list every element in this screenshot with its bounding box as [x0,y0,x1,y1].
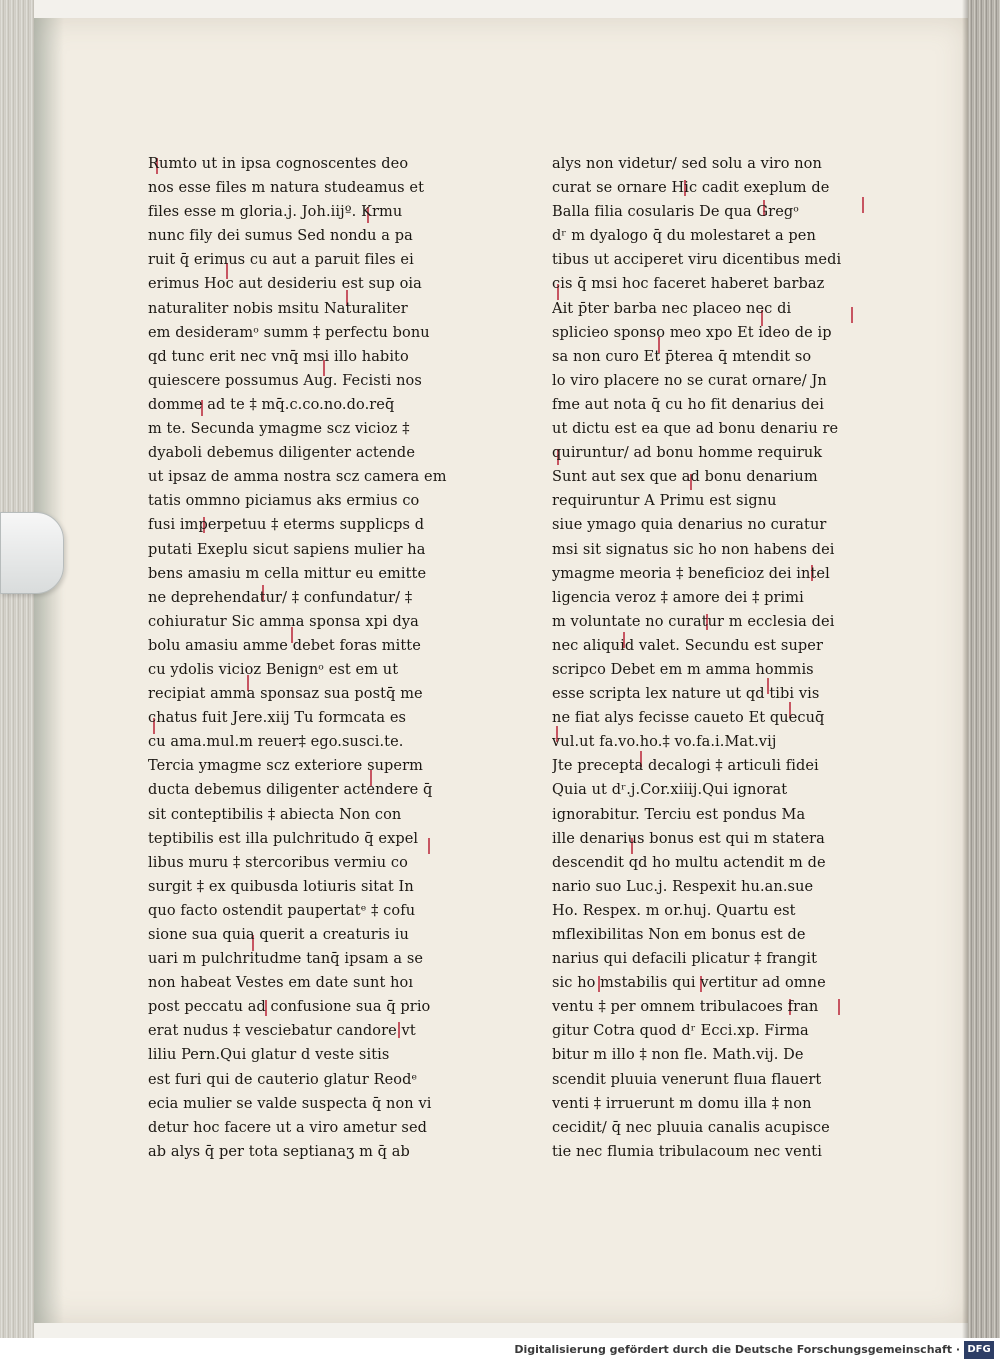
text-line: fme aut nota q̄ cu ho fit denarius dei [552,396,824,413]
text-line: quiruntur/ ad bonu homme requiruk [552,445,823,462]
text-line: nunc fily dei sumus Sed nondu a pa [148,228,413,245]
text-line: bens amasiu m cella mittur eu emitte [148,565,427,582]
text-line: splicieo sponso meo xpo Et ideo de ip [552,324,832,341]
text-line: scripco Debet em m amma hommis [552,661,814,678]
text-line: sit conteptibilis ‡ abiecta Non con [148,806,402,823]
text-line: Jte precepta decalogi ‡ articuli fidei [552,758,819,775]
text-line: domme ad te ‡ mq̄.c.co.no.do.req̄ [148,396,395,413]
text-line: mflexibilitas Non em bonus est de [552,927,806,943]
text-line: ignorabitur. Terciu est pondus Ma [552,806,806,823]
text-line: requiruntur A Primu est signu [552,493,777,510]
text-line: bolu amasiu amme debet foras mitte [148,637,421,654]
text-line: alys non videtur/ sed solu a viro non [552,156,822,172]
text-line: em desideramᵒ summ ‡ perfectu bonu [148,324,430,341]
text-column-right [552,152,872,1164]
text-line: est furi qui de cauterio glatur Reodᵉ [148,1071,418,1088]
text-line: scendit pluuia venerunt fluıa flauert [552,1071,822,1088]
text-line: Sunt aut sex que ad bonu denarium [552,469,818,486]
text-line: qd tunc erit nec vnq̄ msi illo habito [148,348,409,365]
text-line: ducta debemus diligenter actendere q̄ [148,782,433,799]
text-line: libus muru ‡ stercoribus vermiu co [148,854,408,871]
text-line: sa non curo Et p̄terea q̄ mtendit so [552,348,812,365]
text-line: Ait p̄ter barba nec placeo nec di [552,300,792,317]
text-line: uari m pulchritudme tanq̄ ipsam a se [148,951,424,968]
text-line: Tercia ymagme scz exteriore superm [148,758,423,775]
text-line: ab alys q̄ per tota septianaʒ m q̄ ab [148,1143,410,1160]
text-line: nec aliquid valet. Secundu est super [552,637,823,654]
text-line: ille denarius bonus est qui m statera [552,830,825,847]
page-edges-right [968,0,1000,1338]
text-line: dʳ m dyalogo q̄ du molestaret a pen [552,228,816,245]
text-line: chatus fuit Jere.xiij Tu formcata es [148,710,407,727]
text-line: cu ydolis vicioz Benignᵒ est em ut [148,661,399,678]
text-line: tatis ommno piciamus aks ermius co [148,493,420,510]
text-line: ecia mulier se valde suspecta q̄ non vi [148,1095,432,1112]
page-clip [0,512,64,594]
text-line: ne deprehendatur/ ‡ confundatur/ ‡ [148,589,413,606]
text-line: ut dictu est ea que ad bonu denariu re [552,421,839,438]
text-line: siue ymago quia denarius no curatur [552,517,827,534]
text-line: Balla filia cosularis De qua Gregᵒ [552,204,799,221]
text-line: files esse m gloria.j. Joh.iijº. Krmu [148,204,403,221]
text-line: dyaboli debemus diligenter actende [148,445,415,462]
text-line: esse scripta lex nature ut qd tibi vis [552,686,820,703]
text-line: ut ipsaz de amma nostra scz camera em [148,469,447,486]
text-line: ymagme meoria ‡ beneficioz dei intel [552,565,830,582]
text-line: non habeat Vestes em date sunt hoı [148,975,414,992]
text-line: cohiuratur Sic amma sponsa xpi dya [148,613,419,630]
text-line: m te. Secunda ymagme scz vicioz ‡ [148,421,410,438]
text-line: surgit ‡ ex quibusda lotiuris sitat In [148,878,414,895]
text-line: ligencia veroz ‡ amore dei ‡ primi [552,589,804,606]
footer-credit: Digitalisierung gefördert durch die Deutsche Forschungsgemeinschaft · [514,1343,960,1356]
text-line: cu ama.mul.m reuer‡ ego.susci.te. [148,734,404,751]
text-line: putati Exeplu sicut sapiens mulier ha [148,541,426,558]
text-line: lo viro placere no se curat ornare/ Jn [552,372,827,389]
text-line: fusi imperpetuu ‡ eterms supplicps d [148,517,425,534]
text-line: ventu ‡ per omnem tribulacoes fran [552,999,819,1016]
text-line: bitur m illo ‡ non fle. Math.vij. De [552,1047,804,1064]
text-line: Quia ut dʳ.j.Cor.xiiij.Qui ignorat [552,782,788,799]
text-line: naturaliter nobis msitu Naturaliter [148,300,408,317]
text-line: cis q̄ msi hoc faceret haberet barbaz [552,276,825,293]
text-line: quiescere possumus Aug. Fecisti nos [148,372,422,389]
text-line: liliu Pern.Qui glatur d veste sitis [148,1047,390,1064]
text-line: sic ho mstabilis qui vertitur ad omne [552,975,826,992]
text-line: cecidit/ q̄ nec pluuia canalis acupisce [552,1119,830,1136]
text-line: Rumto ut in ipsa cognoscentes deo [148,156,409,172]
text-line: narius qui defacili plicatur ‡ frangit [552,951,818,968]
page-edges-left [0,0,34,1338]
text-line: gitur Cotra quod dʳ Ecci.xp. Firma [552,1023,809,1040]
dfg-logo: DFG [964,1341,994,1359]
text-line: erimus Hoc aut desideriu est sup oia [148,276,422,293]
text-column-left [148,152,463,1164]
text-line: nario suo Luc.j. Respexit hu.an.sue [552,878,814,895]
text-line: erat nudus ‡ vesciebatur candore vt [148,1023,416,1040]
text-line: teptibilis est illa pulchritudo q̄ expel [148,830,419,847]
text-line: post peccatu ad confusione sua q̄ prio [148,999,431,1016]
text-line: tibus ut acciperet viru dicentibus medi [552,252,842,269]
text-line: ruit q̄ erimus cu aut a paruit files ei [148,252,414,269]
text-line: msi sit signatus sic ho non habens dei [552,541,835,558]
text-line: detur hoc facere ut a viro ametur sed [148,1119,428,1136]
text-line: sione sua quia querit a creaturis iu [148,927,409,943]
text-line: m voluntate no curatur m ecclesia dei [552,613,835,630]
text-line: quo facto ostendit paupertatᵉ ‡ cofu [148,902,416,919]
text-line: ne fiat alys fecisse caueto Et quecuq̄ [552,710,825,727]
text-line: venti ‡ irruerunt m domu illa ‡ non [552,1095,812,1112]
text-line: curat se ornare Hic cadit exeplum de [552,180,830,197]
text-line: tie nec flumia tribulacoum nec venti [552,1143,822,1160]
text-line: vul.ut fa.vo.ho.‡ vo.fa.i.Mat.vij [552,734,777,751]
text-line: recipiat amma sponsaz sua postq̄ me [148,686,423,703]
text-line: nos esse files m natura studeamus et [148,180,424,197]
text-line: descendit qd ho multu actendit m de [552,854,826,871]
text-line: Ho. Respex. m or.huj. Quartu est [552,902,796,919]
